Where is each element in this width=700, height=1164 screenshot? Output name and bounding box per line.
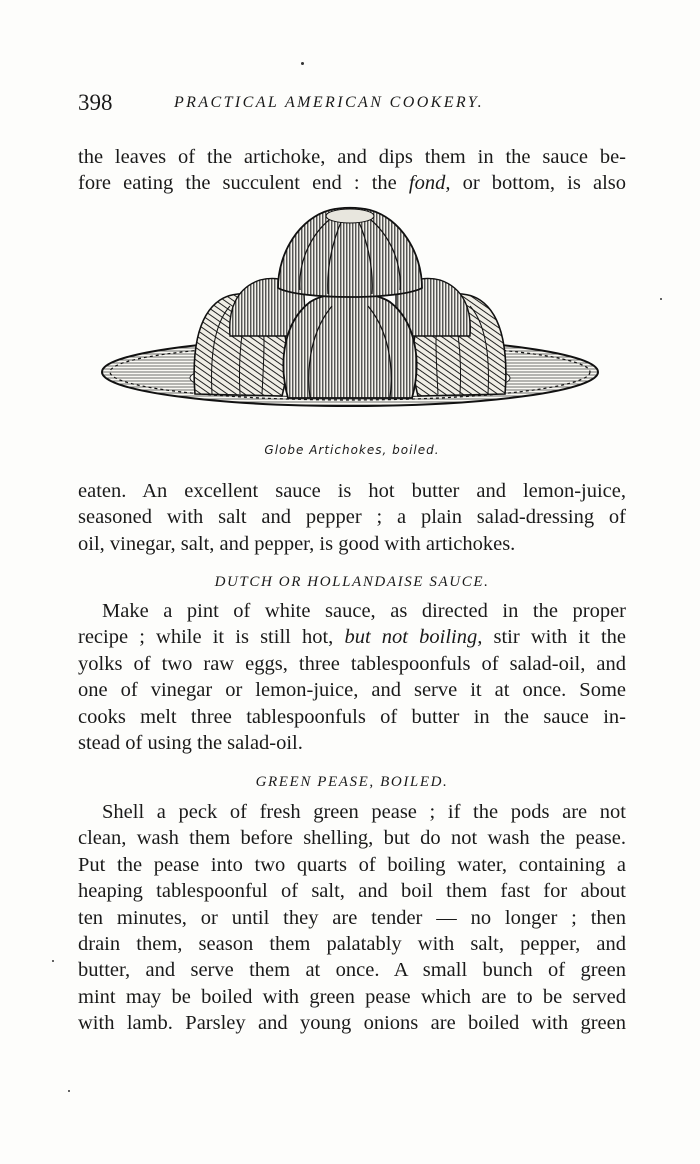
text-line: the leaves of the artichoke, and dips them in the sauce be- xyxy=(78,146,626,168)
text-line: eaten. An excellent sauce is hot butter and lemon-juice, xyxy=(78,480,626,502)
text-line: clean, wash them before shelling, but do not wash the pease. xyxy=(78,827,626,850)
page-header xyxy=(78,90,626,120)
text-line: oil, vinegar, salt, and pepper, is good with artichokes. xyxy=(78,532,516,555)
text-line: ten minutes, or until they are tender — no longer ; then xyxy=(78,906,626,929)
text-line: heaping tablespoonful of salt, and boil them fast for about xyxy=(78,880,626,903)
text-segment: stir with it the xyxy=(482,626,626,649)
ink-speck xyxy=(68,1090,70,1092)
green-pease-paragraph xyxy=(78,799,626,1037)
text-segment: recipe ; while it is still hot, xyxy=(78,626,345,649)
text-line: mint may be boiled with green pease which are to be served xyxy=(78,985,626,1008)
text-line xyxy=(78,170,626,196)
ink-speck xyxy=(301,62,304,65)
artichoke-center-front xyxy=(283,293,416,398)
section-heading-green-pease: GREEN PEASE, BOILED. xyxy=(255,774,449,790)
text-line: cooks melt three tablespoonfuls of butter in the sauce in- xyxy=(78,705,626,728)
dutch-sauce-paragraph xyxy=(78,598,626,756)
intro-paragraph xyxy=(78,144,626,197)
running-head: PRACTICAL AMERICAN COOKERY. xyxy=(174,94,485,111)
artichoke-sauce-paragraph xyxy=(78,478,626,557)
ink-speck xyxy=(660,298,662,300)
text-line: yolks of two raw eggs, three tablespoonfuls of salad-oil, and xyxy=(78,652,626,675)
artichoke-illustration xyxy=(100,206,600,434)
text-line: butter, and serve them at once. A small bunch of green xyxy=(78,959,626,982)
ink-speck xyxy=(52,960,54,962)
text-line: drain them, season them palatably with salt, pepper, and xyxy=(78,933,626,956)
text-line: Put the pease into two quarts of boiling water, containing a xyxy=(78,853,626,876)
text-line: stead of using the salad-oil. xyxy=(78,732,303,755)
italic-term: fond, xyxy=(408,172,451,195)
text-line: one of vinegar or lemon-juice, and serve it at once. Some xyxy=(78,679,626,702)
artichoke-top xyxy=(278,208,422,297)
text-line: Shell a peck of fresh green pease ; if the pods are not xyxy=(102,801,626,823)
text-line xyxy=(78,624,626,650)
text-segment: fore eating the succulent end : the xyxy=(78,172,409,195)
section-heading-dutch-sauce: DUTCH OR HOLLANDAISE SAUCE. xyxy=(214,574,490,590)
text-segment: or bottom, is also xyxy=(450,172,626,195)
page-number: 398 xyxy=(78,90,113,115)
figure-caption: Globe Artichokes, boiled. xyxy=(264,443,440,457)
text-line: seasoned with salt and pepper ; a plain salad-dressing of xyxy=(78,506,626,529)
text-line: Make a pint of white sauce, as directed in the proper xyxy=(102,600,626,622)
italic-emphasis: but not boiling, xyxy=(344,626,483,649)
artichoke-engraving xyxy=(100,206,600,434)
text-line: with lamb. Parsley and young onions are boiled with green xyxy=(78,1012,626,1035)
